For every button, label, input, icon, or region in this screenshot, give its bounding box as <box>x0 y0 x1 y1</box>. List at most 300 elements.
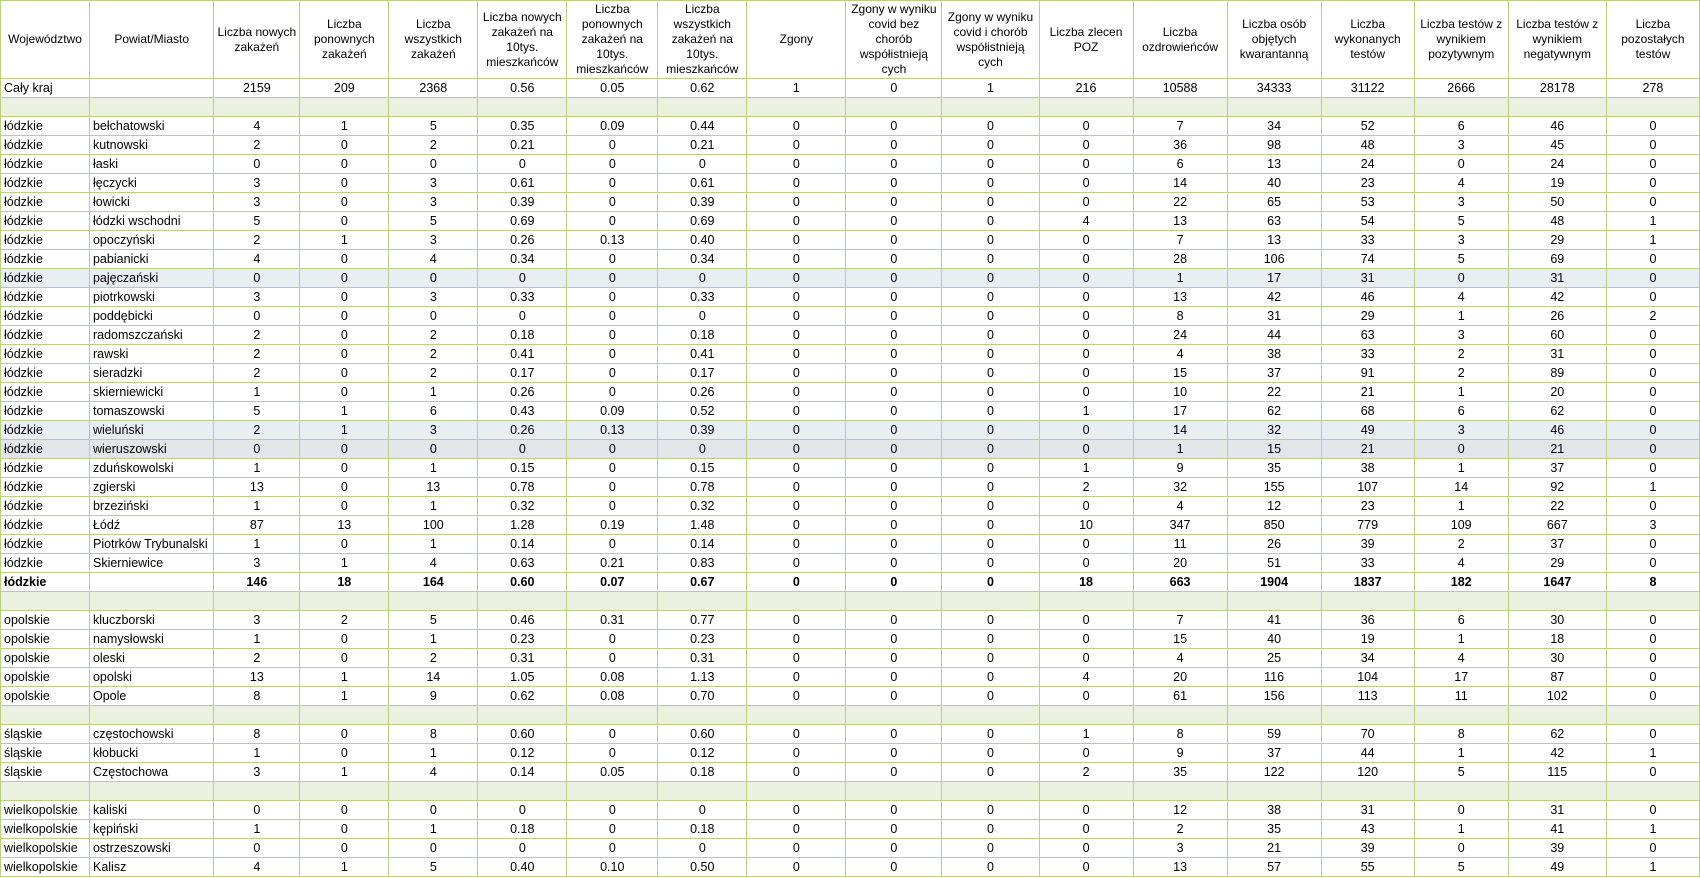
value-cell: 0 <box>846 668 942 687</box>
value-cell: 0 <box>747 858 846 877</box>
value-cell: 33 <box>1321 345 1414 364</box>
value-cell: 5 <box>1414 212 1508 231</box>
value-cell: 182 <box>1414 573 1508 592</box>
value-cell: 0 <box>1039 820 1133 839</box>
value-cell: 3 <box>389 174 478 193</box>
value-cell: 6 <box>1414 117 1508 136</box>
value-cell: 11 <box>1414 687 1508 706</box>
value-cell: 0 <box>300 744 389 763</box>
spacer-cell <box>1321 592 1414 611</box>
value-cell: 0 <box>1414 839 1508 858</box>
spacer-cell <box>658 98 747 117</box>
table-row <box>1 516 1700 535</box>
value-cell: 0 <box>942 402 1039 421</box>
spacer-cell <box>1227 98 1321 117</box>
column-header: Województwo <box>1 1 90 79</box>
value-cell: 10 <box>1133 383 1227 402</box>
value-cell: 3 <box>214 611 300 630</box>
value-cell: 0 <box>846 288 942 307</box>
value-cell: 0 <box>942 212 1039 231</box>
spacer-cell <box>89 592 213 611</box>
value-cell: 1 <box>300 231 389 250</box>
spacer-cell <box>1414 782 1508 801</box>
column-header: Liczba wszystkich zakażeń na 10tys. mieszkańców <box>658 1 747 79</box>
value-cell: 0 <box>1606 288 1699 307</box>
value-cell: 0 <box>300 193 389 212</box>
value-cell: 87 <box>1508 668 1606 687</box>
value-cell: 29 <box>1321 307 1414 326</box>
value-cell: 29 <box>1508 554 1606 573</box>
value-cell: 0 <box>747 288 846 307</box>
district-cell: Częstochowa <box>89 763 213 782</box>
value-cell: 4 <box>389 250 478 269</box>
value-cell: 3 <box>214 554 300 573</box>
table-row <box>1 459 1700 478</box>
value-cell: 49 <box>1508 858 1606 877</box>
value-cell: 0 <box>747 402 846 421</box>
value-cell: 0 <box>300 820 389 839</box>
value-cell: 0 <box>942 554 1039 573</box>
value-cell: 0 <box>942 839 1039 858</box>
value-cell: 13 <box>1227 231 1321 250</box>
table-row <box>1 668 1700 687</box>
value-cell: 0 <box>1039 345 1133 364</box>
region-cell: łódzkie <box>1 155 90 174</box>
spacer-cell <box>1 98 90 117</box>
value-cell: 0.14 <box>478 763 567 782</box>
value-cell: 0 <box>1414 440 1508 459</box>
value-cell: 31122 <box>1321 79 1414 98</box>
value-cell: 0.21 <box>478 136 567 155</box>
spacer-cell <box>214 98 300 117</box>
value-cell: 1 <box>1606 858 1699 877</box>
value-cell: 0 <box>942 326 1039 345</box>
spacer-cell <box>942 98 1039 117</box>
value-cell: 0 <box>846 687 942 706</box>
spacer-cell <box>1039 782 1133 801</box>
value-cell: 850 <box>1227 516 1321 535</box>
region-cell: łódzkie <box>1 231 90 250</box>
value-cell: 0 <box>747 383 846 402</box>
value-cell: 1 <box>1414 744 1508 763</box>
value-cell: 0 <box>567 326 658 345</box>
value-cell: 0 <box>747 459 846 478</box>
region-cell: opolskie <box>1 668 90 687</box>
value-cell: 40 <box>1227 174 1321 193</box>
district-cell: częstochowski <box>89 725 213 744</box>
value-cell: 0 <box>846 478 942 497</box>
value-cell: 0.23 <box>478 630 567 649</box>
region-cell: łódzkie <box>1 516 90 535</box>
value-cell: 0 <box>300 250 389 269</box>
value-cell: 0 <box>1606 345 1699 364</box>
value-cell: 0.26 <box>658 383 747 402</box>
column-header: Liczba ozdrowieńców <box>1133 1 1227 79</box>
district-cell: poddębicki <box>89 307 213 326</box>
value-cell: 0 <box>1606 497 1699 516</box>
value-cell: 26 <box>1227 535 1321 554</box>
value-cell: 4 <box>1414 554 1508 573</box>
value-cell: 0 <box>747 554 846 573</box>
value-cell: 31 <box>1321 269 1414 288</box>
district-cell: Opole <box>89 687 213 706</box>
value-cell: 46 <box>1321 288 1414 307</box>
table-row <box>1 630 1700 649</box>
value-cell: 0.40 <box>658 231 747 250</box>
value-cell: 0.08 <box>567 668 658 687</box>
value-cell: 0 <box>1606 364 1699 383</box>
spacer-cell <box>747 592 846 611</box>
value-cell: 8 <box>214 687 300 706</box>
value-cell: 24 <box>1133 326 1227 345</box>
value-cell: 9 <box>1133 744 1227 763</box>
value-cell: 1 <box>1133 269 1227 288</box>
value-cell: 0 <box>1039 136 1133 155</box>
value-cell: 0 <box>846 364 942 383</box>
spacer-cell <box>942 706 1039 725</box>
spacer-cell <box>389 98 478 117</box>
value-cell: 0.60 <box>478 725 567 744</box>
column-header: Liczba osób objętych kwarantanną <box>1227 1 1321 79</box>
value-cell: 0 <box>942 288 1039 307</box>
value-cell: 0 <box>846 212 942 231</box>
value-cell: 0 <box>1606 174 1699 193</box>
value-cell: 0 <box>846 801 942 820</box>
value-cell: 0 <box>1039 611 1133 630</box>
table-row <box>1 79 1700 98</box>
value-cell: 0 <box>300 497 389 516</box>
region-cell: łódzkie <box>1 193 90 212</box>
value-cell: 1 <box>300 554 389 573</box>
value-cell: 0 <box>658 801 747 820</box>
value-cell: 0 <box>942 725 1039 744</box>
value-cell: 41 <box>1227 611 1321 630</box>
value-cell: 20 <box>1133 668 1227 687</box>
value-cell: 13 <box>1133 212 1227 231</box>
spacer-cell <box>89 98 213 117</box>
value-cell: 0 <box>846 79 942 98</box>
value-cell: 0.39 <box>658 421 747 440</box>
value-cell: 29 <box>1508 231 1606 250</box>
value-cell: 8 <box>1606 573 1699 592</box>
value-cell: 0 <box>214 801 300 820</box>
value-cell: 37 <box>1227 744 1321 763</box>
value-cell: 0 <box>942 421 1039 440</box>
value-cell: 0 <box>1606 839 1699 858</box>
value-cell: 39 <box>1508 839 1606 858</box>
value-cell: 0 <box>1606 611 1699 630</box>
value-cell: 0.21 <box>567 554 658 573</box>
value-cell: 0 <box>846 174 942 193</box>
value-cell: 0 <box>567 497 658 516</box>
value-cell: 6 <box>1414 402 1508 421</box>
value-cell: 0 <box>1039 744 1133 763</box>
region-cell: łódzkie <box>1 478 90 497</box>
value-cell: 0.69 <box>658 212 747 231</box>
value-cell: 0 <box>1039 307 1133 326</box>
value-cell: 3 <box>214 174 300 193</box>
district-cell: bełchatowski <box>89 117 213 136</box>
value-cell: 0 <box>300 649 389 668</box>
value-cell: 50 <box>1508 193 1606 212</box>
value-cell: 146 <box>214 573 300 592</box>
spacer-row <box>1 706 1700 725</box>
value-cell: 12 <box>1227 497 1321 516</box>
value-cell: 0 <box>567 459 658 478</box>
value-cell: 0 <box>478 155 567 174</box>
column-header: Liczba zlecen POZ <box>1039 1 1133 79</box>
value-cell: 31 <box>1321 801 1414 820</box>
value-cell: 43 <box>1321 820 1414 839</box>
spacer-cell <box>1321 706 1414 725</box>
value-cell: 2 <box>389 326 478 345</box>
value-cell: 0 <box>567 155 658 174</box>
value-cell: 0 <box>389 839 478 858</box>
value-cell: 0 <box>1039 440 1133 459</box>
spacer-cell <box>567 782 658 801</box>
table-row <box>1 421 1700 440</box>
value-cell: 22 <box>1133 193 1227 212</box>
value-cell: 3 <box>389 421 478 440</box>
value-cell: 34 <box>1321 649 1414 668</box>
spacer-cell <box>747 782 846 801</box>
value-cell: 10588 <box>1133 79 1227 98</box>
spacer-cell <box>1 782 90 801</box>
value-cell: 2 <box>214 345 300 364</box>
value-cell: 0 <box>747 630 846 649</box>
value-cell: 104 <box>1321 668 1414 687</box>
value-cell: 46 <box>1508 421 1606 440</box>
value-cell: 0 <box>942 649 1039 668</box>
value-cell: 46 <box>1508 117 1606 136</box>
value-cell: 48 <box>1508 212 1606 231</box>
value-cell: 1 <box>214 383 300 402</box>
value-cell: 0 <box>658 839 747 858</box>
value-cell: 0 <box>846 345 942 364</box>
spacer-cell <box>1414 706 1508 725</box>
value-cell: 37 <box>1508 459 1606 478</box>
value-cell: 23 <box>1321 174 1414 193</box>
value-cell: 0 <box>300 478 389 497</box>
value-cell: 1 <box>1414 459 1508 478</box>
district-cell: sieradzki <box>89 364 213 383</box>
value-cell: 34 <box>1227 117 1321 136</box>
table-row <box>1 535 1700 554</box>
value-cell: 11 <box>1133 535 1227 554</box>
value-cell: 0 <box>1039 326 1133 345</box>
value-cell: 0 <box>747 478 846 497</box>
value-cell: 4 <box>1133 649 1227 668</box>
spacer-cell <box>214 782 300 801</box>
value-cell: 21 <box>1321 383 1414 402</box>
value-cell: 0 <box>1606 459 1699 478</box>
value-cell: 0.31 <box>478 649 567 668</box>
value-cell: 0.52 <box>658 402 747 421</box>
value-cell: 0 <box>846 763 942 782</box>
value-cell: 4 <box>214 117 300 136</box>
value-cell: 0 <box>747 497 846 516</box>
value-cell: 65 <box>1227 193 1321 212</box>
value-cell: 68 <box>1321 402 1414 421</box>
value-cell: 0 <box>1606 668 1699 687</box>
value-cell: 0 <box>300 345 389 364</box>
region-cell: łódzkie <box>1 307 90 326</box>
column-header: Liczba wszystkich zakażeń <box>389 1 478 79</box>
value-cell: 0.12 <box>658 744 747 763</box>
region-cell: opolskie <box>1 630 90 649</box>
table-row <box>1 820 1700 839</box>
value-cell: 1 <box>389 459 478 478</box>
value-cell: 0 <box>846 858 942 877</box>
spacer-cell <box>567 592 658 611</box>
value-cell: 0 <box>214 269 300 288</box>
region-cell: śląskie <box>1 763 90 782</box>
value-cell: 0 <box>942 440 1039 459</box>
value-cell: 0 <box>1606 649 1699 668</box>
spacer-cell <box>300 592 389 611</box>
value-cell: 0 <box>846 497 942 516</box>
value-cell: 0 <box>747 326 846 345</box>
value-cell: 60 <box>1508 326 1606 345</box>
value-cell: 0 <box>942 535 1039 554</box>
value-cell: 0 <box>1039 155 1133 174</box>
value-cell: 9 <box>1133 459 1227 478</box>
value-cell: 0 <box>1039 554 1133 573</box>
spacer-cell <box>478 706 567 725</box>
value-cell: 0 <box>658 269 747 288</box>
district-cell: kutnowski <box>89 136 213 155</box>
district-cell: wieruszowski <box>89 440 213 459</box>
value-cell: 5 <box>1414 858 1508 877</box>
value-cell: 0 <box>747 744 846 763</box>
value-cell: 0 <box>846 820 942 839</box>
value-cell: 6 <box>389 402 478 421</box>
value-cell: 0 <box>1039 383 1133 402</box>
value-cell: 0 <box>846 744 942 763</box>
value-cell: 115 <box>1508 763 1606 782</box>
column-header: Zgony <box>747 1 846 79</box>
value-cell: 0.41 <box>658 345 747 364</box>
table-row <box>1 763 1700 782</box>
value-cell: 4 <box>389 763 478 782</box>
value-cell: 92 <box>1508 478 1606 497</box>
value-cell: 0 <box>300 174 389 193</box>
value-cell: 0 <box>846 402 942 421</box>
value-cell: 0.62 <box>478 687 567 706</box>
value-cell: 26 <box>1508 307 1606 326</box>
value-cell: 25 <box>1227 649 1321 668</box>
value-cell: 0 <box>567 136 658 155</box>
value-cell: 1 <box>1414 630 1508 649</box>
value-cell: 62 <box>1508 402 1606 421</box>
spacer-cell <box>1227 592 1321 611</box>
value-cell: 69 <box>1508 250 1606 269</box>
value-cell: 32 <box>1227 421 1321 440</box>
value-cell: 19 <box>1321 630 1414 649</box>
spacer-cell <box>1508 98 1606 117</box>
value-cell: 0 <box>942 136 1039 155</box>
spacer-cell <box>747 706 846 725</box>
value-cell: 0.14 <box>478 535 567 554</box>
value-cell: 1 <box>1606 231 1699 250</box>
value-cell: 1 <box>389 744 478 763</box>
spacer-cell <box>567 98 658 117</box>
value-cell: 0 <box>747 516 846 535</box>
value-cell: 0 <box>942 250 1039 269</box>
column-header: Zgony w wyniku covid bez chorób współistnieją cych <box>846 1 942 79</box>
spacer-cell <box>1414 592 1508 611</box>
value-cell: 0 <box>846 611 942 630</box>
region-cell: wielkopolskie <box>1 858 90 877</box>
value-cell: 0.70 <box>658 687 747 706</box>
value-cell: 0 <box>942 611 1039 630</box>
value-cell: 8 <box>1133 307 1227 326</box>
value-cell: 0 <box>747 763 846 782</box>
region-cell: opolskie <box>1 649 90 668</box>
value-cell: 2 <box>389 136 478 155</box>
value-cell: 0.18 <box>478 326 567 345</box>
value-cell: 4 <box>1414 174 1508 193</box>
value-cell: 3 <box>1414 231 1508 250</box>
value-cell: 35 <box>1133 763 1227 782</box>
value-cell: 63 <box>1321 326 1414 345</box>
value-cell: 0.31 <box>658 649 747 668</box>
value-cell: 0 <box>747 117 846 136</box>
table-row <box>1 307 1700 326</box>
value-cell: 1.13 <box>658 668 747 687</box>
value-cell: 34333 <box>1227 79 1321 98</box>
value-cell: 0 <box>942 117 1039 136</box>
value-cell: 0 <box>389 307 478 326</box>
spacer-cell <box>1508 782 1606 801</box>
value-cell: 1 <box>1606 744 1699 763</box>
value-cell: 0 <box>846 193 942 212</box>
table-row <box>1 288 1700 307</box>
value-cell: 100 <box>389 516 478 535</box>
value-cell: 1 <box>300 858 389 877</box>
value-cell: 0.17 <box>478 364 567 383</box>
table-body <box>1 79 1700 877</box>
spacer-cell <box>1039 98 1133 117</box>
value-cell: 3 <box>1414 193 1508 212</box>
value-cell: 13 <box>1133 288 1227 307</box>
spacer-cell <box>846 782 942 801</box>
value-cell: 2 <box>389 345 478 364</box>
value-cell: 1 <box>747 79 846 98</box>
value-cell: 1 <box>300 117 389 136</box>
table-row <box>1 839 1700 858</box>
value-cell: 1 <box>1414 383 1508 402</box>
value-cell: 0 <box>942 478 1039 497</box>
value-cell: 4 <box>1133 345 1227 364</box>
value-cell: 107 <box>1321 478 1414 497</box>
table-row <box>1 725 1700 744</box>
value-cell: 0 <box>846 307 942 326</box>
value-cell: 2 <box>1606 307 1699 326</box>
value-cell: 1 <box>300 421 389 440</box>
value-cell: 36 <box>1321 611 1414 630</box>
district-cell: kępiński <box>89 820 213 839</box>
table-row <box>1 155 1700 174</box>
value-cell: 17 <box>1414 668 1508 687</box>
value-cell: 74 <box>1321 250 1414 269</box>
value-cell: 0 <box>567 307 658 326</box>
spacer-cell <box>658 592 747 611</box>
value-cell: 0 <box>1039 250 1133 269</box>
value-cell: 0.78 <box>478 478 567 497</box>
value-cell: 164 <box>389 573 478 592</box>
value-cell: 3 <box>214 193 300 212</box>
